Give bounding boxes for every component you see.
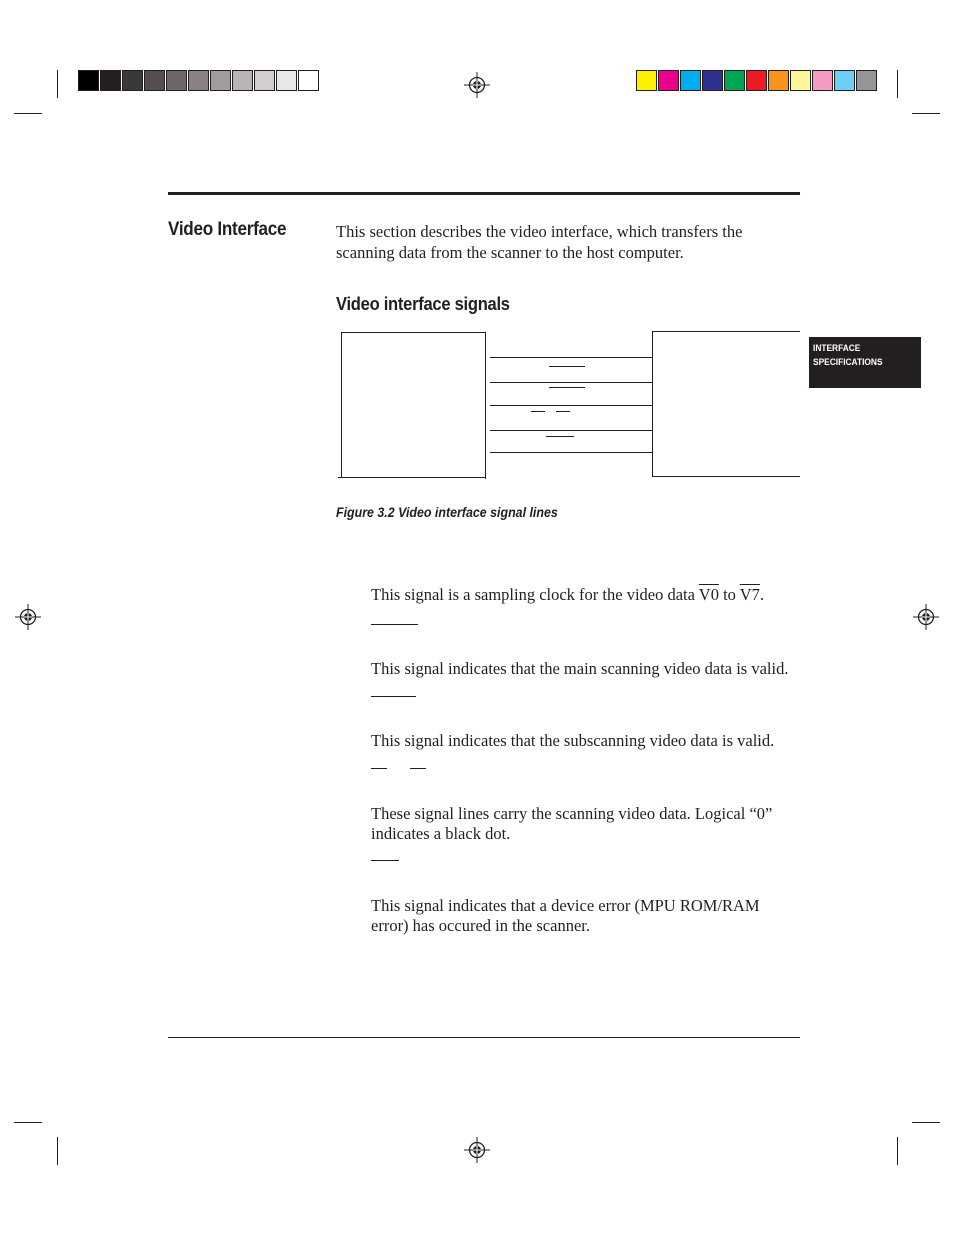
registration-mark-icon — [464, 1137, 490, 1163]
host-box — [338, 332, 486, 479]
color-swatch — [724, 70, 745, 91]
host-box-top-edge — [341, 332, 486, 333]
color-swatch — [702, 70, 723, 91]
signal-name-bar — [410, 768, 426, 769]
signal-name-bar — [371, 768, 387, 769]
signal-line — [490, 382, 652, 383]
figure-caption: Figure 3.2 Video interface signal lines — [336, 505, 558, 520]
signal-description: This signal is a sampling clock for the video data V0 to V7. — [371, 585, 765, 604]
gray-swatch — [210, 70, 231, 91]
signal-line — [490, 452, 652, 453]
host-box-bottom-edge — [338, 477, 486, 478]
signal-name-bar — [371, 860, 399, 861]
crop-mark — [14, 113, 42, 114]
gray-swatch — [254, 70, 275, 91]
subsection-title: Video interface signals — [336, 294, 510, 314]
gray-swatch — [232, 70, 253, 91]
v-start-label: V0 — [698, 585, 719, 604]
signal-name-bar — [371, 624, 418, 625]
side-tab-line: INTERFACE — [813, 343, 861, 354]
color-swatch — [658, 70, 679, 91]
signal-name-bar — [371, 696, 416, 697]
gray-swatch — [78, 70, 99, 91]
signal-line-bar — [531, 411, 545, 412]
color-swatch — [834, 70, 855, 91]
host-box-left-edge — [341, 332, 342, 477]
signal-description: These signal lines carry the scanning video data. Logical “0” indicates a black dot. — [371, 804, 773, 843]
signal-line — [490, 405, 652, 406]
signal-line-bar — [549, 366, 585, 367]
registration-mark-icon — [464, 72, 490, 98]
crop-mark — [897, 70, 898, 98]
signal-description: This signal indicates that the main scanning video data is valid. — [371, 659, 789, 678]
color-swatch — [746, 70, 767, 91]
color-swatch — [856, 70, 877, 91]
color-swatch — [790, 70, 811, 91]
color-swatch — [680, 70, 701, 91]
registration-mark-icon — [15, 604, 41, 630]
gray-swatch — [298, 70, 319, 91]
signal-description: This signal indicates that a device error (MPU ROM/RAM error) has occured in the scanner. — [371, 896, 760, 935]
gray-swatch — [144, 70, 165, 91]
v-end-label: V7 — [739, 585, 760, 604]
color-swatch — [768, 70, 789, 91]
side-tab-line: SPECIFICATIONS — [813, 357, 883, 368]
registration-mark-icon — [913, 604, 939, 630]
signal-description: This signal indicates that the subscanning video data is valid. — [371, 731, 775, 750]
crop-mark — [57, 1137, 58, 1165]
signal-line — [490, 357, 652, 358]
gray-swatch — [100, 70, 121, 91]
color-swatch — [636, 70, 657, 91]
gray-swatch — [122, 70, 143, 91]
section-title: Video Interface — [168, 219, 287, 240]
crop-mark — [57, 70, 58, 98]
crop-mark — [912, 1122, 940, 1123]
crop-mark — [14, 1122, 42, 1123]
crop-mark — [912, 113, 940, 114]
side-tab — [809, 337, 921, 388]
top-rule — [168, 192, 800, 195]
signal-line-bar — [556, 411, 570, 412]
bottom-rule — [168, 1037, 800, 1038]
signal-line-bar — [549, 387, 585, 388]
signal-line — [490, 430, 652, 431]
crop-mark — [897, 1137, 898, 1165]
signal-line-bar — [546, 436, 574, 437]
gray-swatch — [166, 70, 187, 91]
gray-swatch — [188, 70, 209, 91]
gray-swatch — [276, 70, 297, 91]
scanner-box — [652, 331, 800, 477]
section-intro: This section describes the video interface, which transfers the scanning data from the scanner to the host computer. — [336, 222, 743, 262]
color-swatch — [812, 70, 833, 91]
